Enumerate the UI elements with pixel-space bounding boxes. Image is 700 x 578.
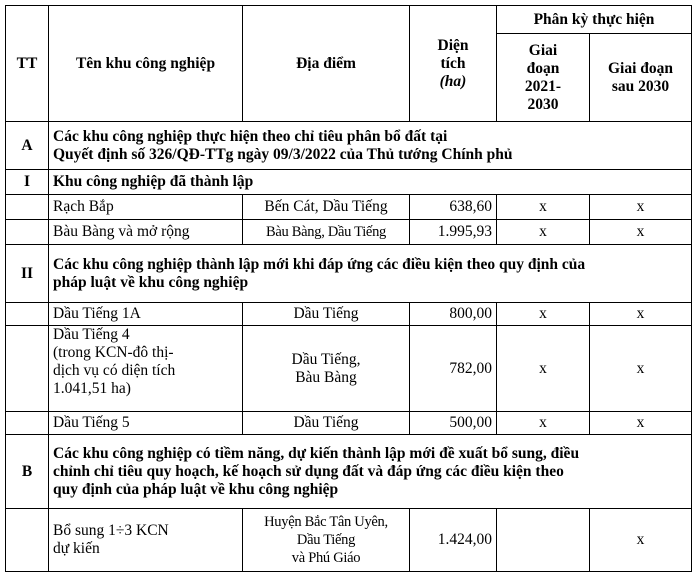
- zone-location-line2: Dầu Tiếng: [296, 532, 356, 548]
- group-ii-line1: Các khu công nghiệp thành lập mới khi đáp ứng các điều kiện theo quy định của: [53, 255, 586, 273]
- zone-name: Bàu Bàng và mở rộng: [49, 220, 243, 245]
- section-a-code: A: [6, 122, 49, 170]
- section-a-row: [6, 122, 692, 170]
- zone-name-line2: (trong KCN-đô thị-: [53, 344, 174, 361]
- zone-location: Dầu Tiếng: [243, 303, 410, 326]
- zone-area: 500,00: [410, 412, 497, 435]
- header-area-line2: tích: [440, 54, 466, 72]
- table-row: [6, 195, 692, 220]
- zone-location: [243, 509, 410, 572]
- header-phase1-line1: Giai: [528, 41, 558, 59]
- table-row: [6, 412, 692, 435]
- group-ii-code: II: [6, 245, 49, 303]
- zone-phase2: x: [590, 303, 692, 326]
- zone-phase2: x: [590, 195, 692, 220]
- zone-area: 782,00: [410, 326, 497, 412]
- header-tt: TT: [6, 6, 49, 122]
- header-phase1-line4: 2030: [527, 95, 559, 113]
- header-phase-after-2030: [590, 34, 692, 122]
- zone-location: [243, 326, 410, 412]
- zone-phase1: x: [497, 412, 590, 435]
- section-b-line1: Các khu công nghiệp có tiềm năng, dự kiến thành lập mới đề xuất bổ sung, điều: [53, 444, 580, 462]
- header-phase2-line2: sau 2030: [611, 77, 670, 95]
- header-phase-group: Phân kỳ thực hiện: [497, 6, 692, 34]
- table-row: [6, 326, 692, 412]
- section-a-title: [49, 122, 692, 170]
- zone-name: Dầu Tiếng 5: [49, 412, 243, 435]
- zone-name: Rạch Bắp: [49, 195, 243, 220]
- zone-location: Bến Cát, Dầu Tiếng: [243, 195, 410, 220]
- zone-phase2: x: [590, 326, 692, 412]
- group-i-title: Khu công nghiệp đã thành lập: [49, 170, 692, 195]
- header-area-line1: Diện: [437, 36, 469, 54]
- zone-phase1: x: [497, 220, 590, 245]
- group-ii-line2: pháp luật về khu công nghiệp: [53, 273, 249, 291]
- header-row-1: [6, 6, 692, 34]
- table-row: [6, 509, 692, 572]
- zone-phase1: x: [497, 326, 590, 412]
- zone-name-line1: Dầu Tiếng 4: [53, 326, 130, 343]
- zone-phase2: x: [590, 509, 692, 572]
- zone-name-line3: dịch vụ có diện tích: [53, 362, 176, 379]
- section-b-code: B: [6, 435, 49, 509]
- zone-location-line1: Huyện Bắc Tân Uyên,: [264, 514, 388, 530]
- header-phase1-line3: 2021-: [524, 77, 562, 95]
- zone-phase1: [497, 509, 590, 572]
- zone-phase2: x: [590, 220, 692, 245]
- zone-location: Bàu Bàng, Dầu Tiếng: [243, 220, 410, 245]
- zone-name: [49, 509, 243, 572]
- section-b-title: [49, 435, 692, 509]
- industrial-zones-table: [5, 5, 692, 572]
- section-b-line3: quy định của pháp luật về khu công nghiệp: [53, 480, 339, 498]
- zone-area: 800,00: [410, 303, 497, 326]
- zone-phase1: x: [497, 303, 590, 326]
- zone-phase2: x: [590, 412, 692, 435]
- section-a-line2: Quyết định số 326/QĐ-TTg ngày 09/3/2022 của Thủ tướng Chính phủ: [53, 145, 513, 163]
- section-a-line1: Các khu công nghiệp thực hiện theo chỉ tiêu phân bổ đất tại: [53, 127, 448, 145]
- zone-name: [49, 326, 243, 412]
- zone-area: 1.995,93: [410, 220, 497, 245]
- zone-location: Dầu Tiếng: [243, 412, 410, 435]
- zone-location-line1: Dầu Tiếng,: [291, 350, 361, 368]
- header-phase2-line1: Giai đoạn: [607, 59, 674, 77]
- zone-name-line2: dự kiến: [53, 540, 100, 557]
- header-area-unit: (ha): [439, 72, 467, 90]
- header-area: [410, 6, 497, 122]
- header-phase-2021-2030: [497, 34, 590, 122]
- header-location: Địa điểm: [243, 6, 410, 122]
- zone-area: 1.424,00: [410, 509, 497, 572]
- zone-location-line2: Bàu Bàng: [295, 368, 357, 386]
- group-ii-title: [49, 245, 692, 303]
- group-i-row: [6, 170, 692, 195]
- header-phase1-line2: đoạn: [526, 59, 560, 77]
- zone-name-line1: Bổ sung 1÷3 KCN: [53, 522, 169, 539]
- zone-location-line3: và Phú Giáo: [291, 550, 361, 566]
- header-name: Tên khu công nghiệp: [49, 6, 243, 122]
- table-row: [6, 303, 692, 326]
- group-ii-row: [6, 245, 692, 303]
- zone-name: Dầu Tiếng 1A: [49, 303, 243, 326]
- zone-name-line4: 1.041,51 ha): [53, 380, 131, 397]
- zone-area: 638,60: [410, 195, 497, 220]
- section-b-line2: chỉnh chỉ tiêu quy hoạch, kế hoạch sử dụng đất và đáp ứng các điều kiện theo: [53, 462, 564, 480]
- zone-phase1: x: [497, 195, 590, 220]
- table-row: [6, 220, 692, 245]
- group-i-code: I: [6, 170, 49, 195]
- section-b-row: [6, 435, 692, 509]
